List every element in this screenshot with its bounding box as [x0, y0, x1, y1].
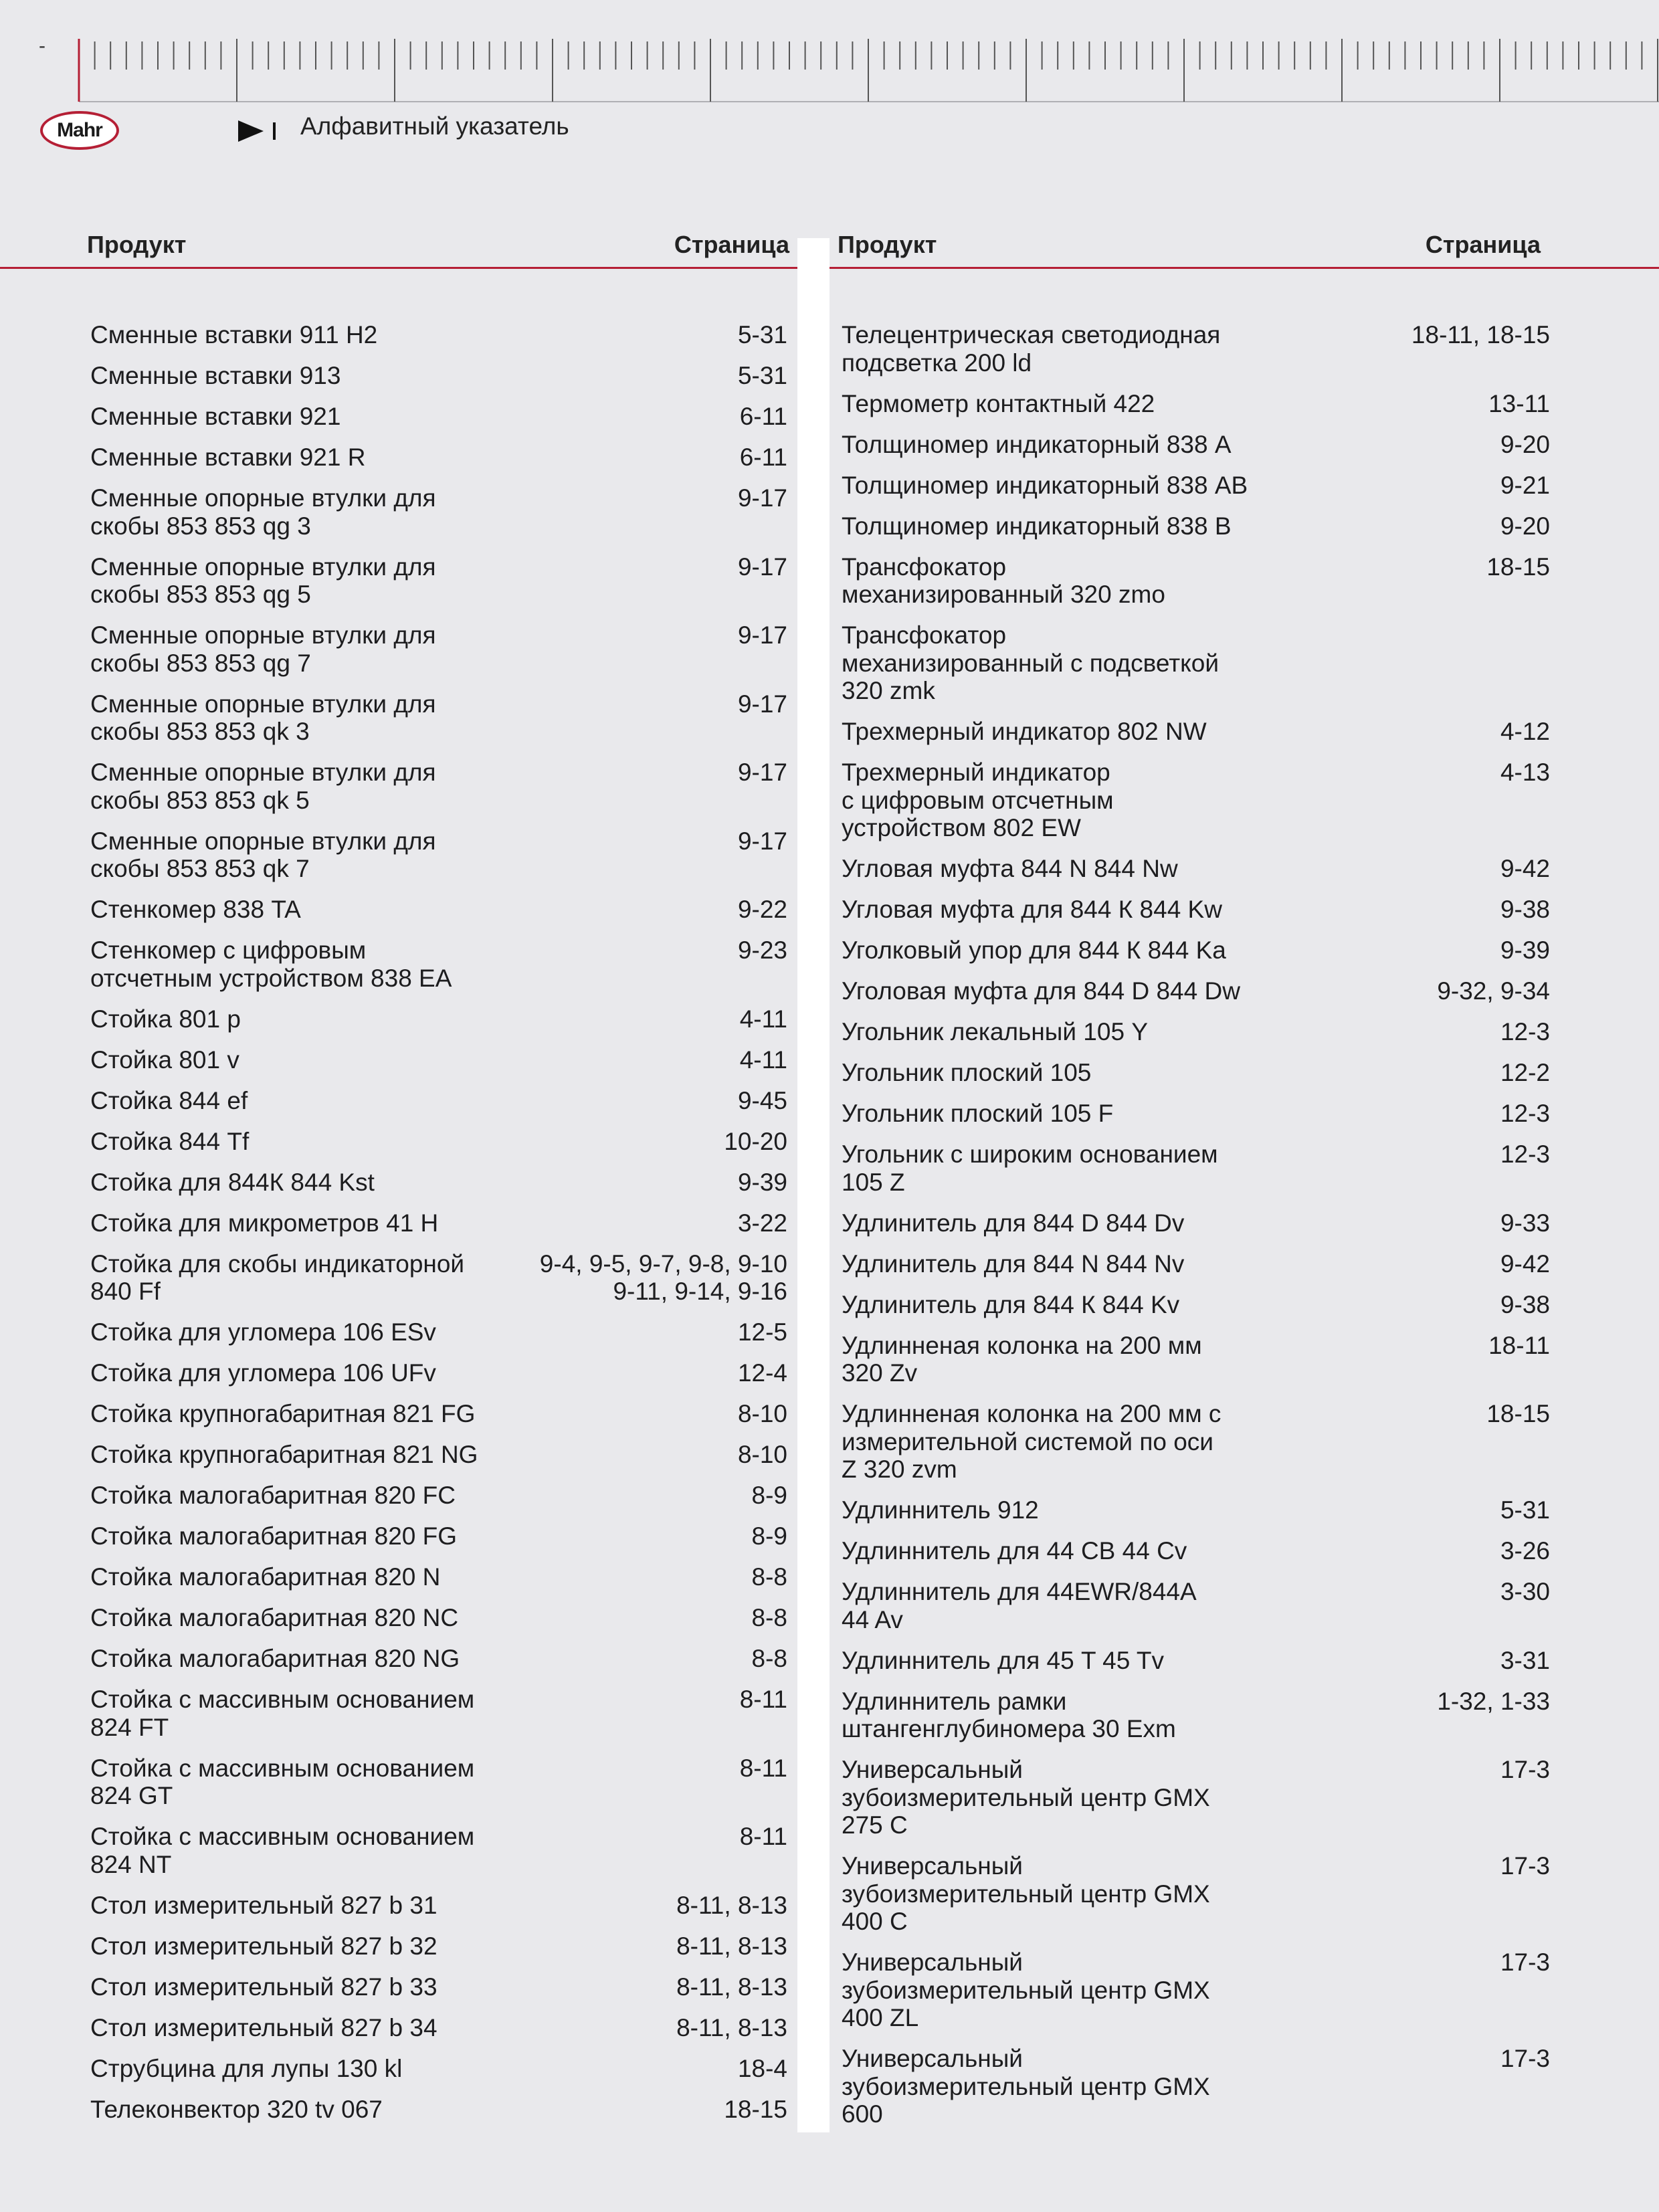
product-name: Трехмерный индикатор с цифровым отсчетным устройством 802 EW	[842, 759, 1114, 841]
product-name: Универсальный зубоизмерительный центр GMX 275 C	[842, 1756, 1210, 1839]
header-rule	[0, 267, 1659, 269]
page-ref: 9-39	[737, 1168, 787, 1196]
list-item	[842, 2045, 1550, 2128]
list-item	[90, 1400, 787, 1428]
list-item	[90, 1645, 787, 1673]
list-item	[90, 1522, 787, 1550]
product-name: Сменные вставки 911 H2	[90, 321, 378, 348]
page-ref: 18-15	[724, 2095, 787, 2123]
list-item	[842, 1400, 1550, 1484]
page-ref: 17-3	[1500, 2045, 1550, 2072]
page-ref: 9-17	[737, 690, 787, 718]
list-item	[842, 390, 1550, 418]
product-name: Уголковый упор для 844 К 844 Ka	[842, 936, 1226, 964]
page-ref: 4-13	[1500, 759, 1550, 786]
product-name: Стол измерительный 827 b 34	[90, 2013, 437, 2041]
list-item	[90, 1932, 787, 1960]
product-name: Стол измерительный 827 b 33	[90, 1973, 437, 2001]
page-ref: 8-11	[739, 1754, 787, 1782]
list-item	[90, 1169, 787, 1197]
page-ref: 8-9	[751, 1482, 787, 1509]
page-ref: 9-39	[1500, 936, 1550, 964]
list-item	[842, 1578, 1550, 1633]
page-ref: 9-42	[1500, 855, 1550, 882]
product-name: Сменные опорные втулки для скобы 853 853 qg 5	[90, 552, 436, 608]
list-item	[842, 1756, 1550, 1839]
product-name: Толщиномер индикаторный 838 A	[842, 430, 1232, 458]
mahr-logo: Mahr	[40, 111, 119, 150]
product-name: Угловая муфта 844 N 844 Nw	[842, 855, 1178, 882]
page-ref: 17-3	[1500, 1852, 1550, 1880]
product-name: Трансфокатор механизированный с подсветкой 320 zmk	[842, 621, 1219, 704]
list-item	[842, 321, 1550, 377]
corner-dash: -	[39, 35, 45, 57]
page-ref: 9-22	[737, 896, 787, 923]
product-name: Удлиннитель рамки штангенглубиномера 30 Exm	[842, 1687, 1176, 1742]
list-item	[90, 484, 787, 540]
page-ref: 9-38	[1500, 896, 1550, 923]
page-ref: 12-4	[737, 1359, 787, 1387]
page-ref: 6-11	[739, 443, 787, 471]
product-name: Универсальный зубоизмерительный центр GMX 600	[842, 2045, 1210, 2128]
page-ref: 9-17	[737, 552, 787, 581]
page-ref: 10-20	[724, 1127, 787, 1155]
list-item	[90, 321, 787, 349]
page-ref: 9-42	[1500, 1249, 1550, 1278]
page-ref: 3-31	[1500, 1646, 1550, 1674]
list-item	[90, 362, 787, 390]
page-ref: 9-45	[737, 1086, 787, 1114]
page-ref: 1-32, 1-33	[1437, 1687, 1550, 1715]
product-name: Стойка 801 v	[90, 1045, 239, 1074]
page-ref: 12-3	[1500, 1018, 1550, 1045]
product-name: Удлинитель для 844 D 844 Dv	[842, 1209, 1185, 1237]
product-name: Стойка малогабаритная 820 NC	[90, 1604, 459, 1631]
product-name: Сменные опорные втулки для скобы 853 853 qg 3	[90, 484, 436, 540]
list-item	[90, 690, 787, 746]
list-item	[90, 403, 787, 431]
list-item	[90, 1441, 787, 1469]
page-ref: 4-12	[1500, 718, 1550, 745]
list-item	[90, 1087, 787, 1115]
list-item	[90, 1686, 787, 1741]
list-item	[842, 1332, 1550, 1387]
list-item	[90, 1563, 787, 1591]
index-list-left	[90, 321, 787, 2136]
product-name: Стойка для угломера 106 UFv	[90, 1359, 436, 1387]
page-ref: 6-11	[739, 403, 787, 430]
list-item	[842, 759, 1550, 842]
page-ref: 8-11, 8-13	[676, 1932, 787, 1960]
page-ref: 9-38	[1500, 1290, 1550, 1318]
list-item	[90, 1005, 787, 1033]
product-name: Стойка малогабаритная 820 FC	[90, 1482, 456, 1509]
product-name: Стойка для микрометров 41 H	[90, 1209, 439, 1237]
product-name: Струбцина для лупы 130 kl	[90, 2054, 403, 2082]
list-item	[842, 1948, 1550, 2032]
product-name: Стол измерительный 827 b 31	[90, 1891, 437, 1919]
page-header: Страница	[674, 231, 789, 258]
product-name: Сменные вставки 913	[90, 362, 341, 389]
product-name: Удлинитель для 844 N 844 Nv	[842, 1249, 1185, 1278]
list-item	[90, 1754, 787, 1810]
list-item	[842, 977, 1550, 1005]
product-name: Стенкомер 838 TA	[90, 896, 301, 923]
list-item	[842, 1496, 1550, 1524]
page-ref: 17-3	[1500, 1948, 1550, 1976]
product-name: Стол измерительный 827 b 32	[90, 1932, 437, 1960]
list-item	[842, 1059, 1550, 1087]
product-name: Стойка с массивным основанием 824 NT	[90, 1823, 475, 1878]
page-ref: 18-11	[1488, 1331, 1550, 1359]
product-name: Стойка крупногабаритная 821 NG	[90, 1441, 478, 1468]
product-name: Удлиннитель для 45 T 45 Tv	[842, 1646, 1165, 1674]
page-ref: 8-10	[737, 1400, 787, 1427]
product-name: Сменные вставки 921 R	[90, 443, 366, 471]
product-name: Толщиномер индикаторный 838 B	[842, 512, 1232, 540]
list-item	[842, 1250, 1550, 1278]
product-header: Продукт	[87, 231, 187, 258]
product-name: Угольник плоский 105 F	[842, 1100, 1114, 1127]
product-name: Стойка для угломера 106 ESv	[90, 1318, 436, 1346]
list-item	[90, 1359, 787, 1387]
product-name: Универсальный зубоизмерительный центр GMX 400 ZL	[842, 1948, 1210, 2031]
page-ref: 9-32, 9-34	[1437, 977, 1550, 1005]
product-name: Стойка с массивным основанием 824 FT	[90, 1686, 475, 1741]
list-item	[842, 1688, 1550, 1743]
page-ref: 9-17	[737, 621, 787, 649]
list-item	[90, 1046, 787, 1074]
list-item	[842, 1018, 1550, 1046]
page-ref: 9-17	[737, 759, 787, 786]
product-name: Стойка 844 ef	[90, 1086, 248, 1114]
list-item	[90, 2055, 787, 2083]
page-ref: 4-11	[739, 1005, 787, 1033]
list-item	[90, 827, 787, 883]
product-name: Угольник плоский 105	[842, 1059, 1092, 1086]
list-item	[90, 621, 787, 677]
product-name: Стойка для 844К 844 Kst	[90, 1168, 375, 1196]
list-item	[842, 855, 1550, 883]
list-item	[90, 1250, 787, 1306]
page-ref: 9-20	[1500, 512, 1550, 540]
list-item	[90, 1318, 787, 1346]
page-ref: 5-31	[1500, 1496, 1550, 1524]
product-name: Сменные опорные втулки для скобы 853 853 qk 5	[90, 759, 436, 814]
page-ref: 8-11, 8-13	[676, 2013, 787, 2041]
list-item	[842, 431, 1550, 459]
product-name: Сменные опорные втулки для скобы 853 853 qk 3	[90, 690, 436, 745]
product-name: Угольник с широким основанием 105 Z	[842, 1140, 1218, 1196]
page-ref: 8-8	[751, 1563, 787, 1591]
product-name: Стойка малогабаритная 820 FG	[90, 1522, 458, 1550]
list-item	[90, 1482, 787, 1510]
product-name: Удлиннитель для 44 CB 44 Cv	[842, 1537, 1187, 1565]
list-item	[842, 1537, 1550, 1565]
product-name: Телеконвектор 320 tv 067	[90, 2095, 383, 2123]
product-name: Удлинитель для 844 К 844 Kv	[842, 1290, 1180, 1318]
product-name: Сменные вставки 921	[90, 403, 341, 430]
list-item	[842, 936, 1550, 965]
list-item	[842, 512, 1550, 540]
page-ref: 8-11, 8-13	[676, 1973, 787, 2001]
page-ref: 3-30	[1500, 1578, 1550, 1605]
list-item	[842, 1209, 1550, 1237]
list-item	[90, 443, 787, 472]
page-ref: 9-17	[737, 484, 787, 512]
list-item	[842, 1140, 1550, 1196]
page-ref: 8-11	[739, 1823, 787, 1850]
list-item	[842, 1100, 1550, 1128]
list-item	[842, 896, 1550, 924]
product-name: Угловая муфта для 844 К 844 Kw	[842, 896, 1222, 923]
page-ref: 13-11	[1488, 389, 1550, 417]
product-name: Стойка крупногабаритная 821 FG	[90, 1400, 476, 1427]
page-ref: 18-4	[737, 2054, 787, 2082]
section-arrow-icon	[238, 118, 278, 144]
product-name: Телецентрическая светодиодная подсветка 200 ld	[842, 321, 1221, 377]
product-name: Трехмерный индикатор 802 NW	[842, 718, 1207, 745]
product-name: Сменные опорные втулки для скобы 853 853 qg 7	[90, 621, 436, 677]
list-item	[842, 621, 1550, 705]
product-name: Стойка малогабаритная 820 NG	[90, 1645, 460, 1672]
list-item	[90, 1823, 787, 1878]
product-name: Сменные опорные втулки для скобы 853 853 qk 7	[90, 827, 436, 882]
list-item	[90, 936, 787, 992]
page-ref: 18-11, 18-15	[1411, 321, 1550, 348]
product-name: Стойка 801 p	[90, 1005, 241, 1033]
list-item	[90, 1128, 787, 1156]
page-ref: 18-15	[1486, 552, 1550, 581]
ruler-scale	[0, 0, 1659, 107]
page-ref: 3-26	[1500, 1537, 1550, 1565]
product-name: Толщиномер индикаторный 838 AB	[842, 471, 1248, 499]
list-item	[90, 759, 787, 814]
product-name: Удлинненая колонка на 200 мм 320 Zv	[842, 1331, 1202, 1387]
list-item	[90, 1209, 787, 1237]
column-divider	[797, 238, 830, 2132]
product-name: Универсальный зубоизмерительный центр GMX 400 C	[842, 1852, 1210, 1935]
page-ref: 8-8	[751, 1645, 787, 1672]
list-item	[90, 1892, 787, 1920]
section-title: Алфавитный указатель	[300, 112, 569, 140]
page-ref: 9-23	[737, 936, 787, 964]
product-name: Удлиннитель 912	[842, 1496, 1039, 1524]
page-ref: 12-2	[1500, 1059, 1550, 1086]
product-name: Термометр контактный 422	[842, 389, 1155, 417]
page-ref: 5-31	[737, 321, 787, 348]
page-ref: 9-21	[1500, 471, 1550, 499]
page-ref: 9-17	[737, 827, 787, 855]
page-ref: 12-3	[1500, 1140, 1550, 1168]
list-item	[842, 1647, 1550, 1675]
page-ref: 9-4, 9-5, 9-7, 9-8, 9-10 9-11, 9-14, 9-16	[539, 1249, 787, 1305]
list-item	[90, 896, 787, 924]
list-item	[90, 1604, 787, 1632]
page-ref: 12-5	[737, 1318, 787, 1346]
list-item	[90, 2014, 787, 2042]
page-ref: 8-11	[739, 1686, 787, 1713]
page-ref: 17-3	[1500, 1756, 1550, 1783]
page-ref: 5-31	[737, 362, 787, 389]
product-name: Стойка малогабаритная 820 N	[90, 1563, 441, 1591]
page-ref: 8-11, 8-13	[676, 1891, 787, 1919]
product-name: Удлинненая колонка на 200 мм с измерительной системой по оси Z 320 zvm	[842, 1400, 1222, 1483]
list-item	[842, 718, 1550, 746]
page-ref: 8-8	[751, 1604, 787, 1631]
page-header: Страница	[1425, 231, 1541, 258]
page-ref: 18-15	[1486, 1400, 1550, 1427]
page-ref: 4-11	[739, 1045, 787, 1074]
list-item	[842, 472, 1550, 500]
page-ref: 12-3	[1500, 1100, 1550, 1127]
list-item	[90, 1973, 787, 2001]
list-item	[90, 553, 787, 609]
page-ref: 3-22	[737, 1209, 787, 1237]
product-name: Стойка для скобы индикаторной 840 Ff	[90, 1249, 465, 1305]
index-list-right	[842, 321, 1550, 2141]
product-name: Трансфокатор механизированный 320 zmo	[842, 552, 1165, 608]
list-item	[842, 1852, 1550, 1936]
product-name: Стойка с массивным основанием 824 GT	[90, 1754, 475, 1809]
list-item	[842, 553, 1550, 609]
product-name: Стойка 844 Tf	[90, 1127, 250, 1155]
page-ref: 9-20	[1500, 430, 1550, 458]
product-name: Уголовая муфта для 844 D 844 Dw	[842, 977, 1240, 1005]
page-ref: 8-10	[737, 1441, 787, 1468]
product-name: Стенкомер с цифровым отсчетным устройством 838 EA	[90, 936, 452, 992]
product-name: Удлиннитель для 44EWR/844A 44 Av	[842, 1578, 1197, 1633]
page-ref: 8-9	[751, 1522, 787, 1550]
product-header: Продукт	[838, 231, 937, 258]
list-item	[842, 1291, 1550, 1319]
list-item	[90, 2096, 787, 2124]
page-ref: 9-33	[1500, 1209, 1550, 1237]
product-name: Угольник лекальный 105 Y	[842, 1018, 1149, 1045]
